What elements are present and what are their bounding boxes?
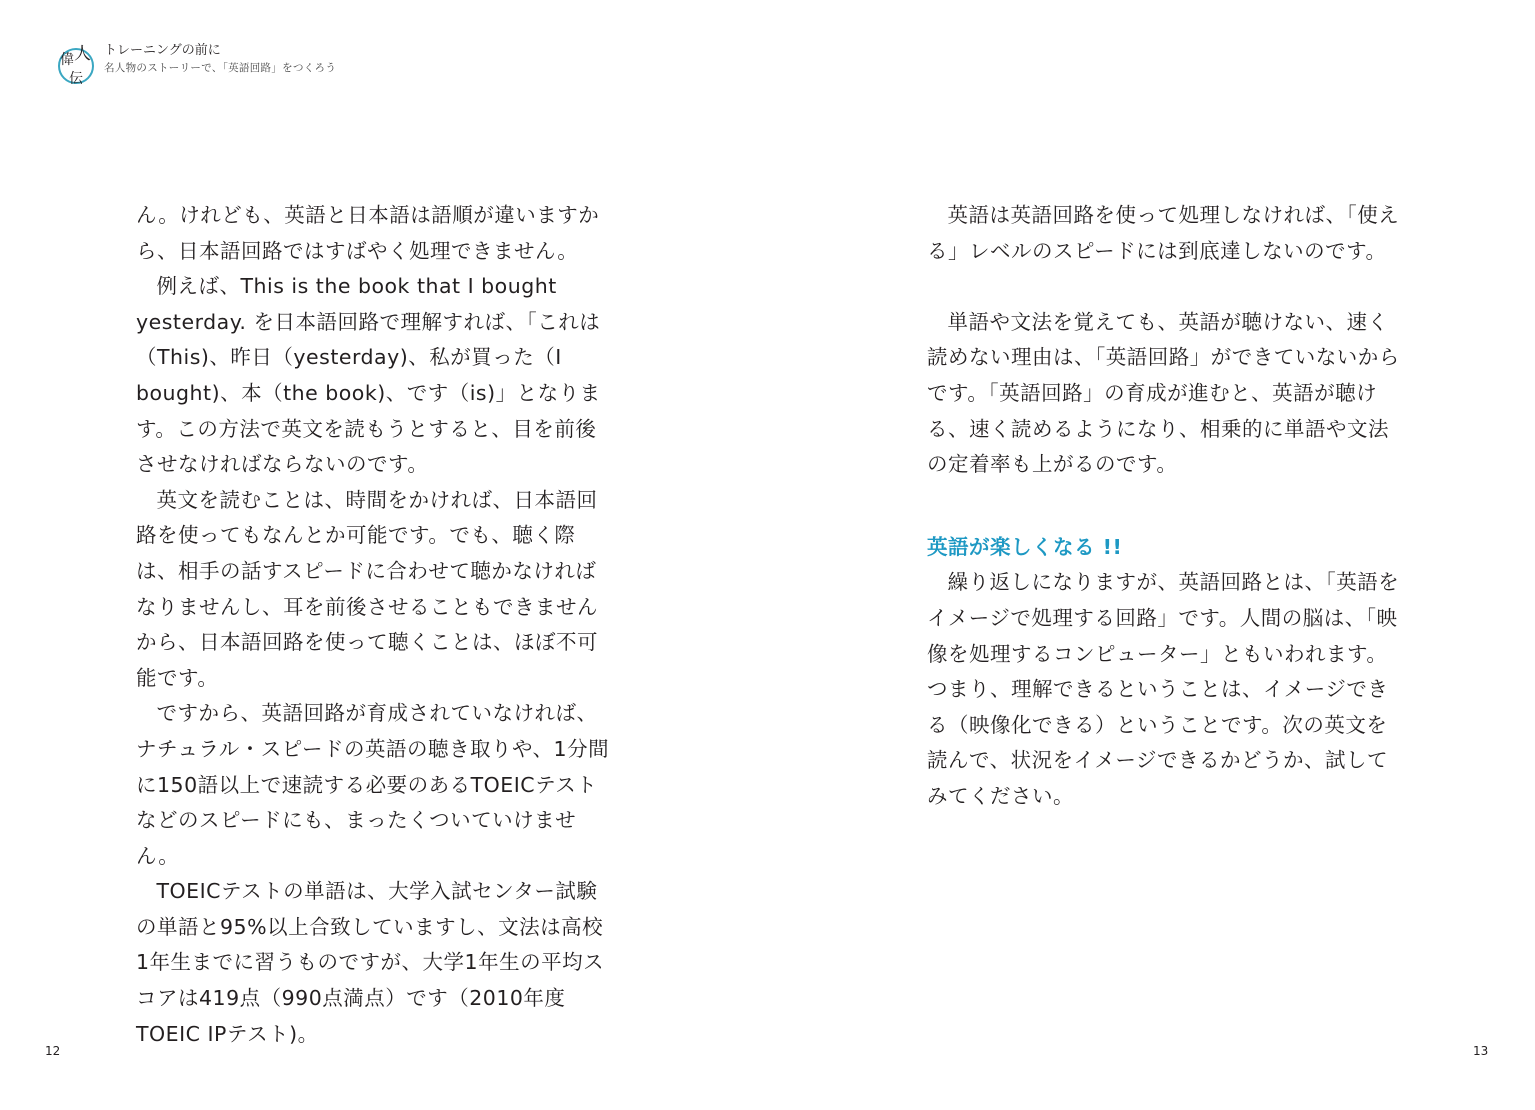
ijinden-badge-icon: [58, 44, 94, 87]
chapter-title: トレーニングの前に: [104, 43, 221, 58]
paragraph: ですから、英語回路が育成されていなければ、ナチュラル・スピードの英語の聴き取りや、1分間に150語以上で速読する必要のあるTOEICテストなどのスピードにも、まったくついていけません。: [136, 701, 610, 868]
badge-char: 偉: [60, 52, 74, 68]
paragraph: 英文を読むことは、時間をかければ、日本語回路を使ってもなんとか可能です。でも、聴く際は、相手の話すスピードに合わせて聴かなければなりませんし、耳を前後させることもできませんから、日本語回路を使って聴くことは、ほぼ不可能です。: [136, 487, 598, 690]
right-page-body: [927, 198, 1407, 815]
badge-char: 伝: [69, 71, 83, 87]
paragraph-gap: [927, 269, 1407, 305]
header-text: [104, 42, 336, 76]
paragraph: 単語や文法を覚えても、英語が聴けない、速く読めない理由は、「英語回路」ができていないからです。「英語回路」の育成が進むと、英語が聴ける、速く読めるようになり、相乗的に単語や文法の定着率も上がるのです。: [927, 309, 1400, 477]
page-number-right: 13: [1473, 1044, 1489, 1058]
paragraph: TOEICテストの単語は、大学入試センター試験の単語と95%以上合致していますし、文法は高校1年生までに習うものですが、大学1年生の平均スコアは419点（990点満点）です（2010年度TOEIC IPテスト)。: [136, 879, 605, 1046]
paragraph: 繰り返しになりますが、英語回路とは、「英語をイメージで処理する回路」です。人間の脳は、「映像を処理するコンピューター」ともいわれます。つまり、理解できるということは、イメージできる（映像化できる）ということです。次の英文を読んで、状況をイメージできるかどうか、試してみてください。: [927, 570, 1400, 808]
section-heading: 英語が楽しくなる !!: [927, 534, 1123, 559]
chapter-subtitle: 名人物のストーリーで、「英語回路」をつくろう: [104, 62, 337, 74]
paragraph: 例えば、This is the book that I bought yesterday. を日本語回路で理解すれば、「これは（This)、昨日（yesterday)、私が買った（I bought)、本（the book)、です（is)」となります。この方法で英文を読もうとすると、目を前後させなければならないのです。: [136, 274, 601, 477]
page-number-left: 12: [45, 1044, 61, 1058]
paragraph: ん。けれども、英語と日本語は語順が違いますから、日本語回路ではすばやく処理できません。: [136, 203, 600, 263]
left-page-body: [136, 198, 616, 1052]
paragraph: 英語は英語回路を使って処理しなければ、「使える」レベルのスピードには到底達しないのです。: [927, 203, 1400, 263]
badge-char: 人: [74, 44, 91, 64]
running-header: [58, 42, 337, 87]
section-gap: [927, 483, 1407, 530]
